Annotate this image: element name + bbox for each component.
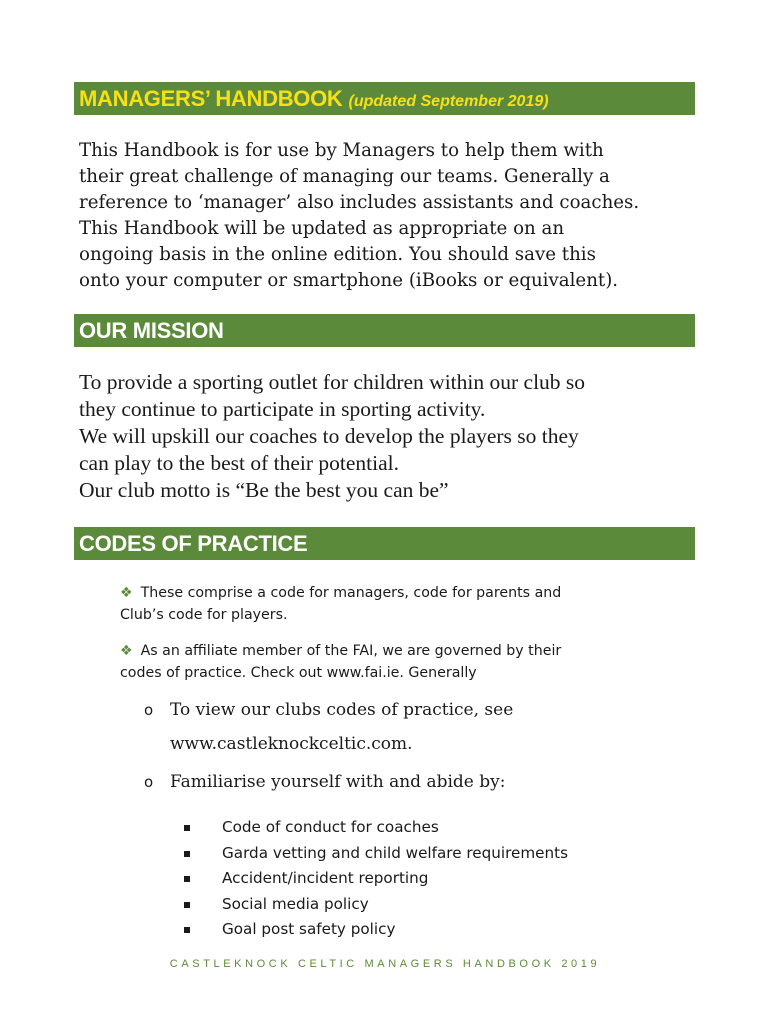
circle-bullet-icon: o	[144, 701, 154, 719]
square-bullet-icon	[184, 927, 190, 933]
intro-line: reference to ‘manager’ also includes assistants and coaches.	[79, 192, 640, 213]
square-bullet-icon	[184, 902, 190, 908]
intro-line: This Handbook is for use by Managers to help them with	[79, 140, 604, 161]
mission-line: To provide a sporting outlet for children within our club so	[79, 370, 586, 394]
list-item-label: Social media policy	[222, 894, 369, 913]
mission-text	[79, 369, 699, 504]
sub-item-line: www.castleknockceltic.com.	[170, 734, 413, 754]
diamond-bullet-icon: ❖	[120, 643, 133, 659]
list-item	[184, 815, 568, 841]
sub-item	[144, 693, 704, 761]
diamond-item-line: codes of practice. Check out www.fai.ie. Generally	[120, 665, 477, 681]
list-item	[184, 917, 568, 943]
mission-line: can play to the best of their potential.	[79, 451, 400, 475]
sub-item-line: To view our clubs codes of practice, see	[170, 700, 514, 720]
mission-line: We will upskill our coaches to develop the players so they	[79, 424, 579, 448]
sub-item-line: Familiarise yourself with and abide by:	[170, 772, 506, 792]
sub-item	[144, 765, 704, 799]
diamond-item	[120, 582, 680, 626]
diamond-bullet-icon: ❖	[120, 585, 133, 601]
list-item	[184, 841, 568, 867]
diamond-item-line: As an affiliate member of the FAI, we are governed by their	[140, 643, 562, 659]
list-item-label: Goal post safety policy	[222, 920, 396, 938]
square-bullet-icon	[184, 851, 190, 857]
circle-bullet-icon: o	[144, 773, 154, 791]
diamond-item	[120, 640, 680, 684]
mission-header-band	[74, 314, 695, 347]
square-bullet-icon	[184, 876, 190, 882]
mission-line: Our club motto is “Be the best you can be”	[79, 478, 449, 502]
list-item	[184, 892, 568, 918]
diamond-item-line: Club’s code for players.	[120, 607, 288, 623]
list-item-label: Code of conduct for coaches	[222, 818, 439, 836]
policy-list	[184, 815, 568, 943]
intro-paragraph	[79, 138, 699, 294]
handbook-subtitle: (updated September 2019)	[348, 93, 549, 110]
intro-line: onto your computer or smartphone (iBooks or equivalent).	[79, 270, 619, 291]
list-item-label: Garda vetting and child welfare requirements	[222, 843, 569, 862]
mission-line: they continue to participate in sporting activity.	[79, 397, 486, 421]
square-bullet-icon	[184, 825, 190, 831]
intro-line: ongoing basis in the online edition. You should save this	[79, 244, 596, 265]
codes-header-band	[74, 527, 695, 560]
handbook-title: MANAGERS’ HANDBOOK	[79, 86, 343, 111]
codes-title: CODES OF PRACTICE	[79, 531, 308, 556]
diamond-item-line: These comprise a code for managers, code for parents and	[140, 585, 562, 601]
handbook-header-band	[74, 82, 695, 115]
list-item-label: Accident/incident reporting	[222, 869, 429, 887]
intro-line: their great challenge of managing our teams. Generally a	[79, 166, 610, 187]
list-item	[184, 866, 568, 892]
page-footer: CASTLEKNOCK CELTIC MANAGERS HANDBOOK 2019	[169, 958, 601, 970]
mission-title: OUR MISSION	[79, 318, 224, 343]
intro-line: This Handbook will be updated as appropriate on an	[79, 218, 565, 239]
